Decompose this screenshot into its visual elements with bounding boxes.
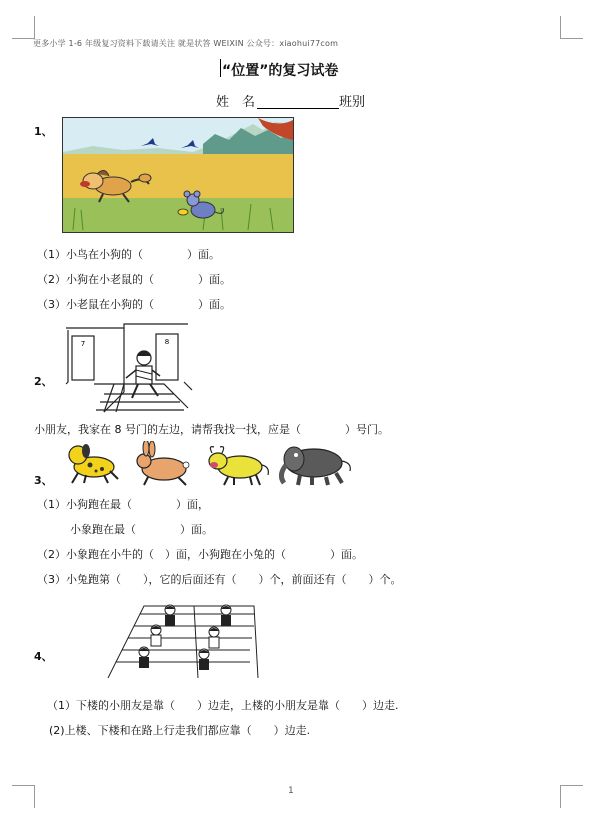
elephant-icon bbox=[281, 447, 350, 485]
child-icon bbox=[151, 625, 161, 646]
child-icon bbox=[126, 351, 160, 398]
q4-line-2: (2)上楼、下楼和在路上行走我们都应靠（ ）边走. bbox=[49, 724, 311, 737]
child-icon bbox=[221, 605, 231, 626]
question-2-number: 2、 bbox=[34, 375, 53, 388]
q2-illustration bbox=[64, 322, 194, 414]
q3-line-2: 小象跑在最（ ）面。 bbox=[37, 523, 213, 536]
question-3-number: 3、 bbox=[34, 474, 53, 487]
q1-scene-svg bbox=[63, 118, 293, 232]
q3-line-1: （1）小狗跑在最（ ）面， bbox=[37, 498, 209, 511]
q4-illustration bbox=[104, 600, 262, 680]
q3-line-4: （3）小兔跑第（ ），它的后面还有（ ）个，前面还有（ ）个。 bbox=[37, 573, 402, 586]
crop-mark-top-right bbox=[560, 16, 583, 39]
crop-mark-bottom-right bbox=[560, 785, 583, 808]
q4-line-1: （1）下楼的小朋友是靠（ ）边走，上楼的小朋友是靠（ ）边走. bbox=[47, 699, 399, 712]
grass-field bbox=[63, 198, 293, 232]
q1-illustration bbox=[62, 117, 294, 233]
child-icon bbox=[199, 649, 209, 670]
q1-line-2: （2）小狗在小老鼠的（ ）面。 bbox=[37, 273, 231, 286]
child-icon bbox=[165, 605, 175, 626]
q3-line-3: （2）小象跑在小牛的（ ）面，小狗跑在小兔的（ ）面。 bbox=[37, 548, 363, 561]
child-icon bbox=[209, 627, 219, 648]
child-icon bbox=[139, 647, 149, 668]
dog-icon bbox=[69, 444, 118, 483]
cow-icon bbox=[209, 447, 268, 485]
door-7-label: 7 bbox=[80, 340, 86, 348]
q2-scene-svg bbox=[64, 322, 194, 414]
door-8-label: 8 bbox=[164, 338, 170, 346]
rabbit-icon bbox=[137, 441, 189, 485]
q3-animals-svg bbox=[64, 441, 362, 487]
name-label: 姓 名 bbox=[216, 95, 256, 110]
crop-mark-bottom-left bbox=[12, 785, 35, 808]
question-1-number: 1、 bbox=[34, 125, 53, 138]
crop-mark-top-left bbox=[12, 16, 35, 39]
name-row bbox=[216, 91, 365, 110]
header-note: 更多小学 1-6 年级复习资料下载请关注 就是状答 WEIXIN 公众号：xiaohui77com bbox=[33, 39, 339, 48]
page-title: “位置”的复习试卷 bbox=[222, 63, 339, 79]
class-label: 班别 bbox=[339, 95, 366, 110]
text-cursor bbox=[220, 59, 221, 77]
page-number: 1 bbox=[288, 786, 294, 796]
q2-line: 小朋友，我家在 8 号门的左边，请帮我找一找，应是（ ）号门。 bbox=[34, 423, 389, 436]
q4-stairs-svg bbox=[104, 600, 262, 680]
q1-line-1: （1）小鸟在小狗的（ ）面。 bbox=[37, 248, 220, 261]
name-blank[interactable] bbox=[257, 94, 339, 109]
q3-illustration bbox=[64, 441, 362, 487]
question-4-number: 4、 bbox=[34, 650, 53, 663]
q1-line-3: （3）小老鼠在小狗的（ ）面。 bbox=[37, 298, 231, 311]
